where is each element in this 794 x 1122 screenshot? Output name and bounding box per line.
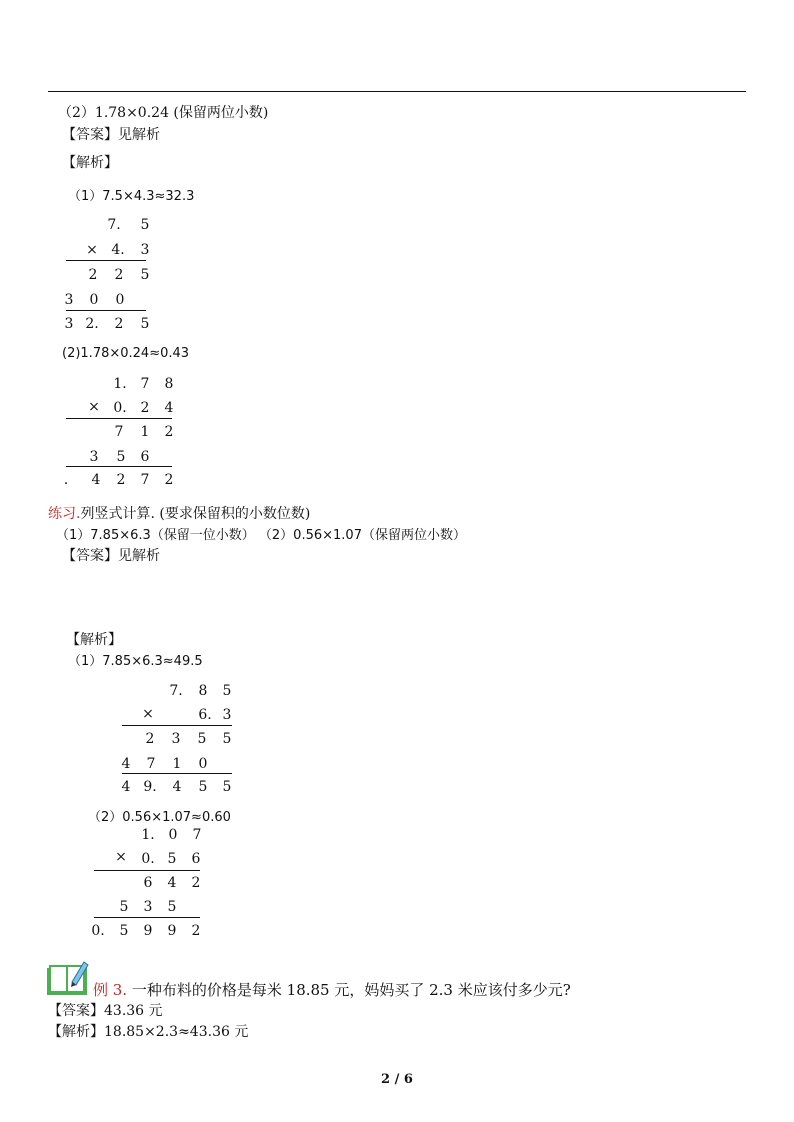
- calc-2-result: (2)1.78×0.24≈0.43: [62, 346, 190, 361]
- p3-digit: 5: [222, 779, 232, 795]
- p2-digit: 5: [116, 449, 126, 465]
- p3-digit: 5: [222, 683, 232, 699]
- p3-digit: 1: [172, 756, 182, 772]
- p2-digit: 1.: [113, 376, 127, 392]
- analysis-label-1: 【解析】: [62, 155, 118, 171]
- p1-digit: 2: [88, 267, 98, 283]
- calc-2-line-2: [66, 466, 172, 467]
- p3-digit: 4: [172, 779, 182, 795]
- example-question: 一种布料的价格是每米 18.85 元，妈妈买了 2.3 米应该付多少元?: [131, 981, 571, 999]
- calc-1-result: （1）7.5×4.3≈32.3: [68, 189, 195, 204]
- p4-digit: 4: [167, 875, 177, 891]
- p4-digit: 5: [167, 851, 177, 867]
- p4-digit: 7: [192, 827, 202, 843]
- p2-digit: ×: [88, 399, 100, 415]
- p2-digit: 4: [164, 400, 174, 416]
- example-3-heading: [93, 983, 571, 998]
- notebook-pencil-icon: [46, 958, 90, 996]
- p2-digit: 8: [164, 376, 174, 392]
- p3-digit: 2: [145, 731, 155, 747]
- p4-digit: ×: [115, 849, 127, 865]
- answer-label-3: 【答案】43.36 元: [48, 1003, 163, 1019]
- calc-2-line-1: [66, 418, 172, 419]
- p3-digit: 3: [171, 731, 181, 747]
- p1-digit: 3: [64, 292, 74, 308]
- p4-digit: 0.: [141, 851, 155, 867]
- p2-digit: 2: [164, 424, 174, 440]
- p1-digit: 3: [140, 242, 150, 258]
- answer-label-1: 【答案】见解析: [62, 127, 160, 143]
- exercise-questions: （1）7.85×6.3（保留一位小数） （2）0.56×1.07（保留两位小数）: [56, 528, 466, 543]
- p1-digit: 0: [115, 292, 125, 308]
- calc-3-line-1: [122, 725, 232, 726]
- example-label: 例 3.: [93, 981, 128, 999]
- p3-digit: ×: [142, 706, 154, 722]
- p2-digit: .: [63, 472, 69, 488]
- p2-digit: 0.: [113, 400, 127, 416]
- calc-4-result: （2）0.56×1.07≈0.60: [88, 810, 231, 825]
- p4-digit: 6: [143, 875, 153, 891]
- p3-digit: 6.: [198, 707, 212, 723]
- calc-3-line-2: [122, 773, 232, 774]
- p4-digit: 5: [167, 899, 177, 915]
- calc-1-line-1: [66, 260, 146, 261]
- p2-digit: 4: [91, 472, 101, 488]
- p4-digit: 1.: [141, 827, 155, 843]
- p3-digit: 8: [198, 683, 208, 699]
- exercise-label: 练习.: [48, 506, 81, 522]
- p3-digit: 5: [198, 779, 208, 795]
- p4-digit: 9: [143, 923, 153, 939]
- exercise-heading: [48, 507, 310, 521]
- calc-1-line-2: [66, 310, 146, 311]
- p3-digit: 3: [222, 707, 232, 723]
- p1-digit: 5: [140, 217, 150, 233]
- calc-4-line-2: [94, 917, 200, 918]
- p4-digit: 2: [191, 875, 201, 891]
- p4-digit: 9: [167, 923, 177, 939]
- p2-digit: 1: [140, 424, 150, 440]
- p1-digit: 3: [64, 316, 74, 332]
- p2-digit: 2: [164, 472, 174, 488]
- p3-digit: 5: [197, 731, 207, 747]
- p1-digit: 7.: [107, 217, 121, 233]
- p3-digit: 7: [146, 756, 156, 772]
- p2-digit: 3: [89, 449, 99, 465]
- calc-3-result: （1）7.85×6.3≈49.5: [68, 654, 203, 669]
- p1-digit: 2: [114, 316, 124, 332]
- p3-digit: 4: [121, 756, 131, 772]
- p3-digit: 0: [198, 756, 208, 772]
- p2-digit: 7: [140, 376, 150, 392]
- p3-digit: 9.: [143, 779, 157, 795]
- p1-digit: ×: [86, 242, 98, 258]
- p4-digit: 5: [119, 923, 129, 939]
- p1-digit: 4.: [111, 242, 125, 258]
- p2-digit: 6: [140, 449, 150, 465]
- p4-digit: 3: [143, 899, 153, 915]
- p4-digit: 5: [119, 899, 129, 915]
- analysis-label-2: 【解析】: [66, 632, 122, 648]
- header-rule: [48, 91, 746, 92]
- p1-digit: 2.: [85, 316, 99, 332]
- p2-digit: 2: [140, 400, 150, 416]
- exercise-text: 列竖式计算. (要求保留积的小数位数): [80, 506, 311, 522]
- p1-digit: 5: [140, 267, 150, 283]
- p4-digit: 2: [191, 923, 201, 939]
- page-number: 2 / 6: [381, 1072, 413, 1087]
- p2-digit: 7: [114, 424, 124, 440]
- p3-digit: 4: [121, 779, 131, 795]
- p4-digit: 0.: [91, 923, 105, 939]
- p4-digit: 0: [168, 827, 178, 843]
- p1-digit: 0: [89, 292, 99, 308]
- calc-4-line-1: [94, 870, 200, 871]
- p1-digit: 2: [114, 267, 124, 283]
- p4-digit: 6: [191, 851, 201, 867]
- p3-digit: 7.: [169, 683, 183, 699]
- question-2: （2）1.78×0.24 (保留两位小数): [58, 105, 269, 121]
- analysis-label-3: 【解析】18.85×2.3≈43.36 元: [48, 1024, 249, 1040]
- p2-digit: 2: [116, 472, 126, 488]
- p2-digit: 7: [140, 472, 150, 488]
- p1-digit: 5: [140, 316, 150, 332]
- p3-digit: 5: [222, 731, 232, 747]
- answer-label-2: 【答案】见解析: [62, 548, 160, 564]
